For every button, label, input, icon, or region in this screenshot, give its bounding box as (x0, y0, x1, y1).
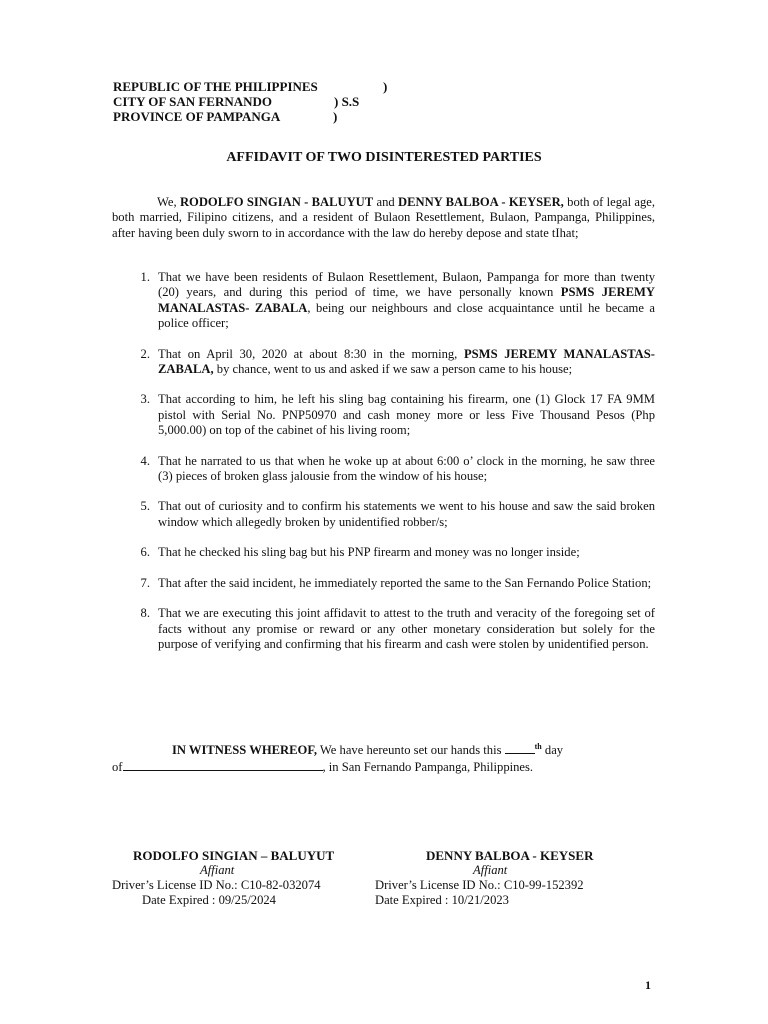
item-text: That on April 30, 2020 at about 8:30 in the morning, (158, 346, 458, 361)
day-suffix: th (534, 742, 542, 751)
item-text: That he checked his sling bag but his PNP firearm and money was no longer inside; (158, 545, 580, 560)
item-bold-text: PSMS JEREMY MANALASTAS- ZABALA (158, 285, 655, 315)
venue-block (113, 79, 388, 124)
venue-paren-1: ) (383, 79, 388, 94)
item-text-post: , being our neighbours and close acquaintance until he became a police officer; (158, 300, 655, 331)
signatory-license: Driver’s License ID No.: C10-82-032074 (112, 878, 321, 892)
page-number: 1 (645, 978, 651, 992)
item-number: 8. (140, 606, 150, 621)
item-bold-text: PSMS JEREMY MANALASTAS- ZABALA, (158, 346, 655, 377)
venue-paren-3: ) (333, 109, 338, 124)
item-text: That we have been residents of Bulaon Resettlement, Bulaon, Pampanga for more than twenty (20) years, and during this period of time, we have personally known (158, 270, 655, 300)
item-text: That he narrated to us that when he woke up at about 6:00 o’ clock in the morning, he saw three (3) pieces of broken glass jalousie from the window of his house; (158, 453, 655, 484)
month-blank[interactable] (123, 760, 323, 771)
witness-of: of (112, 760, 123, 775)
item-number: 2. (140, 346, 150, 361)
document-title: AFFIDAVIT OF TWO DISINTERESTED PARTIES (226, 150, 542, 165)
signatory-name: DENNY BALBOA - KEYSER (426, 848, 594, 863)
item-text: That according to him, he left his sling bag containing his firearm, one (1) Glock 17 FA 9MM pistol with Serial No. PNP50970 and cash money more or less Five Thousand Pesos (Php 5,000.00) on top of the cabinet of his living room; (158, 392, 655, 438)
signatory-expiry: Date Expired : 10/21/2023 (375, 893, 509, 907)
item-text: That out of curiosity and to confirm his statements we went to his house and saw the said broken window which allegedly broken by unidentified robber/s; (158, 499, 655, 529)
item-text: That we are executing this joint affidavit to attest to the truth and veracity of the foregoing set of facts without any promise or reward or any other monetary consideration but solely for the purpose of verifying and confirming that his firearm and cash were stolen by unidentified person. (158, 606, 655, 651)
signatory-name: RODOLFO SINGIAN – BALUYUT (133, 848, 335, 863)
signatory-expiry: Date Expired : 09/25/2024 (142, 893, 276, 907)
item-number: 3. (140, 392, 150, 407)
witness-place: , in San Fernando Pampanga, Philippines. (322, 760, 534, 775)
witness-day: day (544, 743, 564, 758)
venue-line-republic: REPUBLIC OF THE PHILIPPINES (113, 79, 318, 94)
intro-and: and (376, 195, 395, 209)
intro-rest: both of legal age, both married, Filipino citizens, and a resident of Bulaon Resettlement, Bulaon, Pampanga, Philippines, after having been duly sworn to in accordance with the law do hereby depose and state tIhat; (112, 195, 656, 240)
list-item (112, 347, 655, 378)
numbered-list (112, 270, 655, 667)
intro-paragraph (112, 195, 655, 241)
item-text-post: by chance, went to us and asked if we saw a person came to his house; (216, 362, 573, 377)
venue-ss: ) S.S (334, 94, 360, 109)
item-number: 7. (140, 575, 150, 590)
list-item (112, 270, 655, 332)
list-item (112, 606, 655, 652)
list-item (112, 576, 655, 591)
list-item (112, 545, 655, 560)
list-item (112, 392, 655, 438)
signatory-role: Affiant (200, 863, 235, 877)
item-number: 1. (140, 270, 150, 284)
witness-lead: IN WITNESS WHEREOF, (172, 743, 317, 758)
witness-paragraph (112, 738, 655, 776)
day-blank[interactable] (505, 743, 535, 754)
affiant1-name: RODOLFO SINGIAN - BALUYUT (179, 195, 374, 209)
item-number: 5. (140, 499, 150, 514)
affiant2-name: DENNY BALBOA - KEYSER, (397, 195, 564, 209)
signatory-license: Driver’s License ID No.: C10-99-152392 (375, 878, 584, 892)
signature-block-2 (375, 848, 630, 908)
item-number: 4. (140, 453, 150, 468)
item-text: That after the said incident, he immediately reported the same to the San Fernando Police Station; (158, 575, 652, 590)
signatory-role: Affiant (473, 863, 508, 877)
venue-line-city: CITY OF SAN FERNANDO (113, 94, 273, 109)
list-item (112, 499, 655, 530)
venue-line-province: PROVINCE OF PAMPANGA (113, 109, 281, 124)
signature-block-1 (112, 848, 367, 908)
item-number: 6. (140, 545, 150, 560)
list-item (112, 454, 655, 485)
witness-text: We have hereunto set our hands this (319, 743, 502, 758)
intro-we: We, (157, 195, 177, 209)
